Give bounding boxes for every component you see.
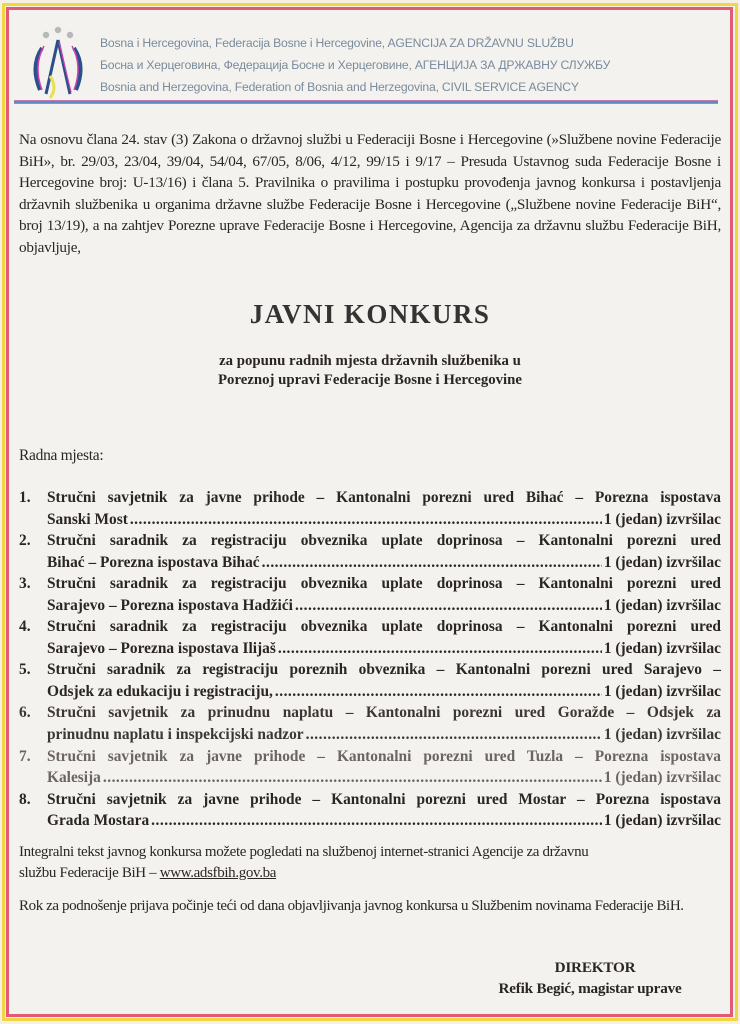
dot-leader (103, 767, 602, 789)
position-count: 1 (jedan) izvršilac (603, 726, 721, 744)
integral-text-line: Integralni tekst javnog konkursa možete pogledati na službenoj internet-stranici Agencije za državnu (19, 844, 589, 860)
agency-header (20, 12, 720, 102)
subtitle-line: za popunu radnih mjesta državnih službenika u (219, 353, 521, 369)
header-line-cyrillic: Босна и Херцеговина, Федерација Босне и Херцеговине, АГЕНЦИЈА ЗА ДРЖАВНУ СЛУЖБУ (100, 58, 611, 72)
dot-leader (295, 595, 602, 617)
position-count: 1 (jedan) izvršilac (603, 510, 721, 528)
header-line-english: Bosnia and Herzegovina, Federation of Bosnia and Herzegovina, CIVIL SERVICE AGENCY (100, 80, 579, 94)
position-number: 4. (19, 618, 31, 636)
dot-leader (130, 509, 602, 531)
position-title: Stručni saradnik za registraciju obveznika uplate doprinosa – Kantonalni porezni ured (47, 532, 721, 550)
position-location: Grada Mostara (47, 812, 150, 830)
dot-leader (275, 681, 602, 703)
integral-text-note (19, 842, 721, 884)
position-item (19, 789, 721, 832)
signature-role: DIREKTOR (554, 959, 636, 976)
position-item (19, 487, 721, 530)
position-title: Stručni saradnik za registraciju obveznika uplate doprinosa – Kantonalni porezni ured (47, 618, 721, 636)
position-item (19, 573, 721, 616)
integral-text-line: službu Federacije BiH – (19, 865, 160, 881)
position-title: Stručni savjetnik za prinudnu naplatu – Kantonalni porezni ured Goražde – Odsjek za (47, 704, 721, 722)
dot-leader (306, 724, 602, 746)
position-location: Odsjek za edukaciju i registraciju, (47, 682, 273, 700)
position-item (19, 530, 721, 573)
position-number: 8. (19, 790, 31, 808)
position-title: Stručni saradnik za registraciju poreznih obveznika – Kantonalni porezni ured Sarajevo – (47, 661, 721, 679)
position-title: Stručni savjetnik za javne prihode – Kantonalni porezni ured Mostar – Porezna ispostava (47, 790, 721, 808)
position-item (19, 702, 721, 745)
position-title: Stručni savjetnik za javne prihode – Kantonalni porezni ured Bihać – Porezna ispostava (47, 489, 721, 506)
position-number: 1. (19, 489, 31, 506)
deadline-paragraph: Rok za podnošenje prijava počinje teći od dana objavljivanja javnog konkursa u Službenim novinama Federacije BiH. (19, 898, 684, 914)
position-number: 6. (19, 704, 31, 722)
position-location: Sarajevo – Porezna ispostava Hadžići (47, 596, 293, 614)
position-item (19, 616, 721, 659)
position-number: 2. (19, 532, 31, 550)
position-item (19, 659, 721, 702)
position-location: prinudnu naplatu i inspekcijski nadzor (47, 726, 304, 744)
position-number: 7. (19, 747, 31, 765)
position-location: Sanski Most (47, 510, 128, 528)
agency-website-link[interactable]: www.adsfbih.gov.ba (159, 865, 277, 881)
position-title: Stručni savjetnik za javne prihode – Kantonalni porezni ured Tuzla – Porezna ispostava (47, 747, 721, 765)
position-count: 1 (jedan) izvršilac (603, 812, 721, 830)
position-count: 1 (jedan) izvršilac (603, 553, 721, 571)
position-location: Kalesija (47, 769, 101, 787)
civil-service-agency-logo (28, 26, 88, 101)
position-count: 1 (jedan) izvršilac (603, 769, 721, 787)
position-item (19, 746, 721, 789)
position-number: 5. (19, 661, 31, 679)
dot-leader (278, 638, 602, 660)
position-count: 1 (jedan) izvršilac (603, 639, 721, 657)
signature-name: Refik Begić, magistar uprave (498, 980, 682, 997)
position-count: 1 (jedan) izvršilac (603, 682, 721, 700)
signature-block (440, 957, 740, 999)
dot-leader (262, 552, 602, 574)
header-divider (14, 100, 718, 104)
positions-list (19, 487, 721, 832)
intro-paragraph: Na osnovu člana 24. stav (3) Zakona o državnoj službi u Federaciji Bosne i Hercegovine (»Službene novine Federacije BiH», br. 29/03, 23/04, 39/04, 54/04, 67/05, 8/06, 4/12, 99/15 i 9/17 – Presuda Ustavnog suda Federacije Bosne i Hercegovine broj: U-13/16) i člana 5. Pravilnika o pravilima i postupku provođenja javnog konkursa i postavljenja državnih službenika u organima državne službe Federacije Bosne i Hercegovine („Službene novine Federacije BiH“, broj 13/19), a na zahtjev Porezne uprave Federacije Bosne i Hercegovine, Agencija za državnu službu Federacije BiH, objavljuje, (19, 131, 721, 256)
subtitle-line: Poreznoj upravi Federacije Bosne i Hercegovine (218, 372, 522, 388)
dot-leader (151, 810, 602, 832)
header-line-bosnian: Bosna i Hercegovina, Federacija Bosne i Hercegovine, AGENCIJA ZA DRŽAVNU SLUŽBU (100, 36, 574, 50)
position-number: 3. (19, 575, 31, 593)
position-location: Sarajevo – Porezna ispostava Ilijaš (47, 639, 276, 657)
page-title: JAVNI KONKURS (249, 299, 491, 329)
position-title: Stručni saradnik za registraciju obveznika uplate doprinosa – Kantonalni porezni ured (47, 575, 721, 593)
position-location: Bihać – Porezna ispostava Bihać (47, 553, 260, 571)
subtitle (0, 352, 740, 390)
position-count: 1 (jedan) izvršilac (603, 596, 721, 614)
positions-label: Radna mjesta: (19, 447, 104, 464)
